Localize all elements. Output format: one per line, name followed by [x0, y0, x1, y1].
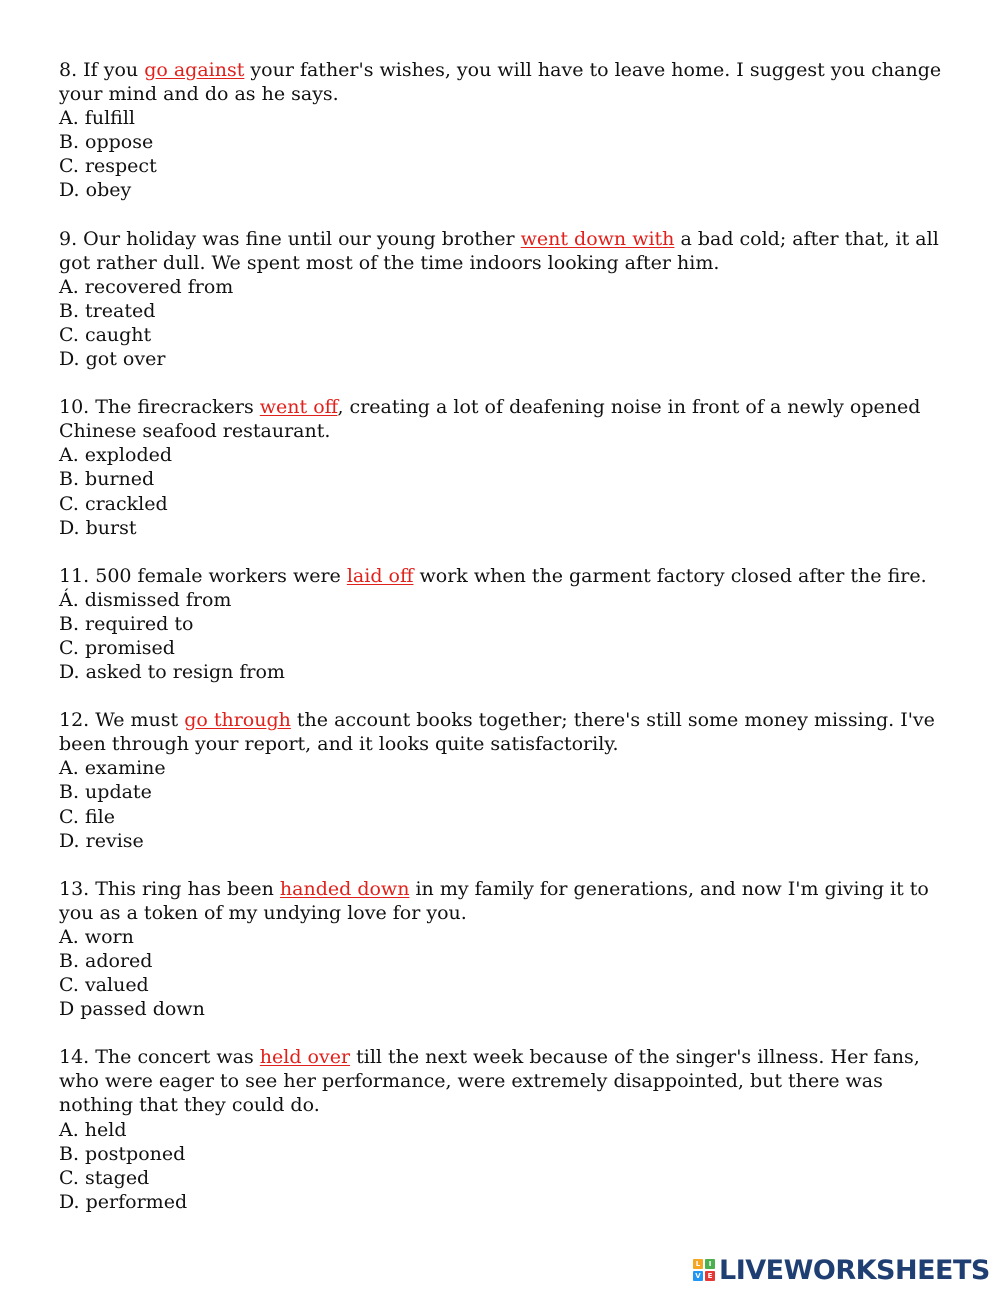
- highlighted-phrasal-verb: went off: [259, 396, 338, 419]
- answer-option: D passed down: [59, 998, 205, 1021]
- answer-option: A. examine: [59, 757, 166, 780]
- answer-option: B. treated: [59, 299, 156, 322]
- question-q10: [59, 395, 949, 540]
- stem-text-after: your father's wishes, you will have to leave home. I suggest you change your mind and do as he says.: [59, 59, 942, 106]
- highlighted-phrasal-verb: held over: [259, 1046, 351, 1069]
- question-q8: [59, 58, 949, 203]
- highlighted-phrasal-verb: go against: [144, 59, 245, 81]
- answer-option: A. recovered from: [59, 275, 234, 298]
- question-q13: [59, 877, 949, 1022]
- answer-option: C. valued: [59, 974, 149, 997]
- question-stem: [59, 1045, 949, 1117]
- answer-option: A. held: [59, 1118, 127, 1141]
- answer-option: B. postponed: [59, 1142, 186, 1165]
- liveworksheets-logo-mark: [693, 1259, 715, 1281]
- stem-text-after: a bad cold; after that, it all got rather dull. We spent most of the time indoors looking after him.: [59, 227, 939, 274]
- question-stem-line2: Chinese seafood restaurant.: [59, 420, 331, 443]
- question-q12: [59, 708, 949, 853]
- highlighted-phrasal-verb: go through: [184, 709, 291, 732]
- answer-option: D. performed: [59, 1190, 188, 1213]
- question-stem: [59, 227, 949, 275]
- question-q14: [59, 1045, 949, 1214]
- answer-option: D. asked to resign from: [59, 661, 285, 684]
- answer-option: A. exploded: [59, 444, 173, 467]
- answer-option: C. staged: [59, 1166, 150, 1189]
- liveworksheets-logo: [693, 1254, 990, 1286]
- stem-text-after: , creating a lot of deafening noise in front of a newly opened: [337, 396, 921, 419]
- question-stem: [59, 395, 949, 419]
- highlighted-phrasal-verb: handed down: [279, 877, 410, 900]
- answer-option: A. worn: [59, 925, 134, 948]
- liveworksheets-logo-text: LIVEWORKSHEETS: [719, 1254, 990, 1286]
- stem-text-before: 8. If you: [59, 59, 145, 81]
- worksheet-questions: [59, 58, 949, 1238]
- answer-option: B. adored: [59, 950, 153, 972]
- answer-option: B. burned: [59, 468, 155, 491]
- question-stem: [59, 564, 949, 588]
- answer-option: A. fulfill: [59, 107, 135, 130]
- stem-text-after: till the next week because of the singer's illness. Her fans, who were eager to see her performance, were extremely disappointed, but there was nothing that they could do.: [59, 1046, 920, 1117]
- answer-option: B. oppose: [59, 131, 154, 154]
- answer-option: B. required to: [59, 612, 194, 635]
- question-stem: [59, 58, 949, 106]
- answer-option: C. file: [59, 805, 115, 828]
- logo-mark-i: I: [705, 1259, 715, 1269]
- question-q11: [59, 564, 949, 684]
- stem-text-before: 12. We must: [59, 709, 185, 732]
- answer-option: C. caught: [59, 323, 152, 346]
- stem-text-before: 11. 500 female workers were: [59, 564, 347, 587]
- highlighted-phrasal-verb: laid off: [346, 564, 414, 587]
- stem-text-before: 10. The firecrackers: [59, 396, 260, 419]
- logo-mark-e: E: [705, 1271, 715, 1281]
- highlighted-phrasal-verb: went down with: [520, 227, 675, 250]
- answer-option: D. obey: [59, 179, 132, 202]
- logo-mark-l: L: [693, 1259, 703, 1269]
- answer-option: D. revise: [59, 829, 144, 852]
- answer-option: C. crackled: [59, 492, 168, 515]
- stem-text-before: 14. The concert was: [59, 1046, 260, 1069]
- answer-option: D. burst: [59, 516, 137, 539]
- stem-text-before: 9. Our holiday was fine until our young brother: [59, 227, 521, 250]
- stem-text-after: the account books together; there's still some money missing. I've been through your report, and it looks quite satisfactorily.: [59, 709, 935, 756]
- stem-text-after: in my family for generations, and now I'm giving it to you as a token of my undying love for you.: [59, 877, 929, 924]
- logo-mark-v: V: [693, 1271, 703, 1281]
- question-stem: [59, 708, 949, 756]
- question-stem: [59, 877, 949, 925]
- stem-text-before: 13. This ring has been: [59, 877, 280, 900]
- answer-option: Á. dismissed from: [59, 588, 232, 611]
- answer-option: C. respect: [59, 155, 157, 178]
- stem-text-after: work when the garment factory closed after the fire.: [413, 564, 927, 587]
- answer-option: C. promised: [59, 636, 175, 659]
- question-q9: [59, 227, 949, 372]
- answer-option: B. update: [59, 781, 152, 804]
- answer-option: D. got over: [59, 348, 166, 371]
